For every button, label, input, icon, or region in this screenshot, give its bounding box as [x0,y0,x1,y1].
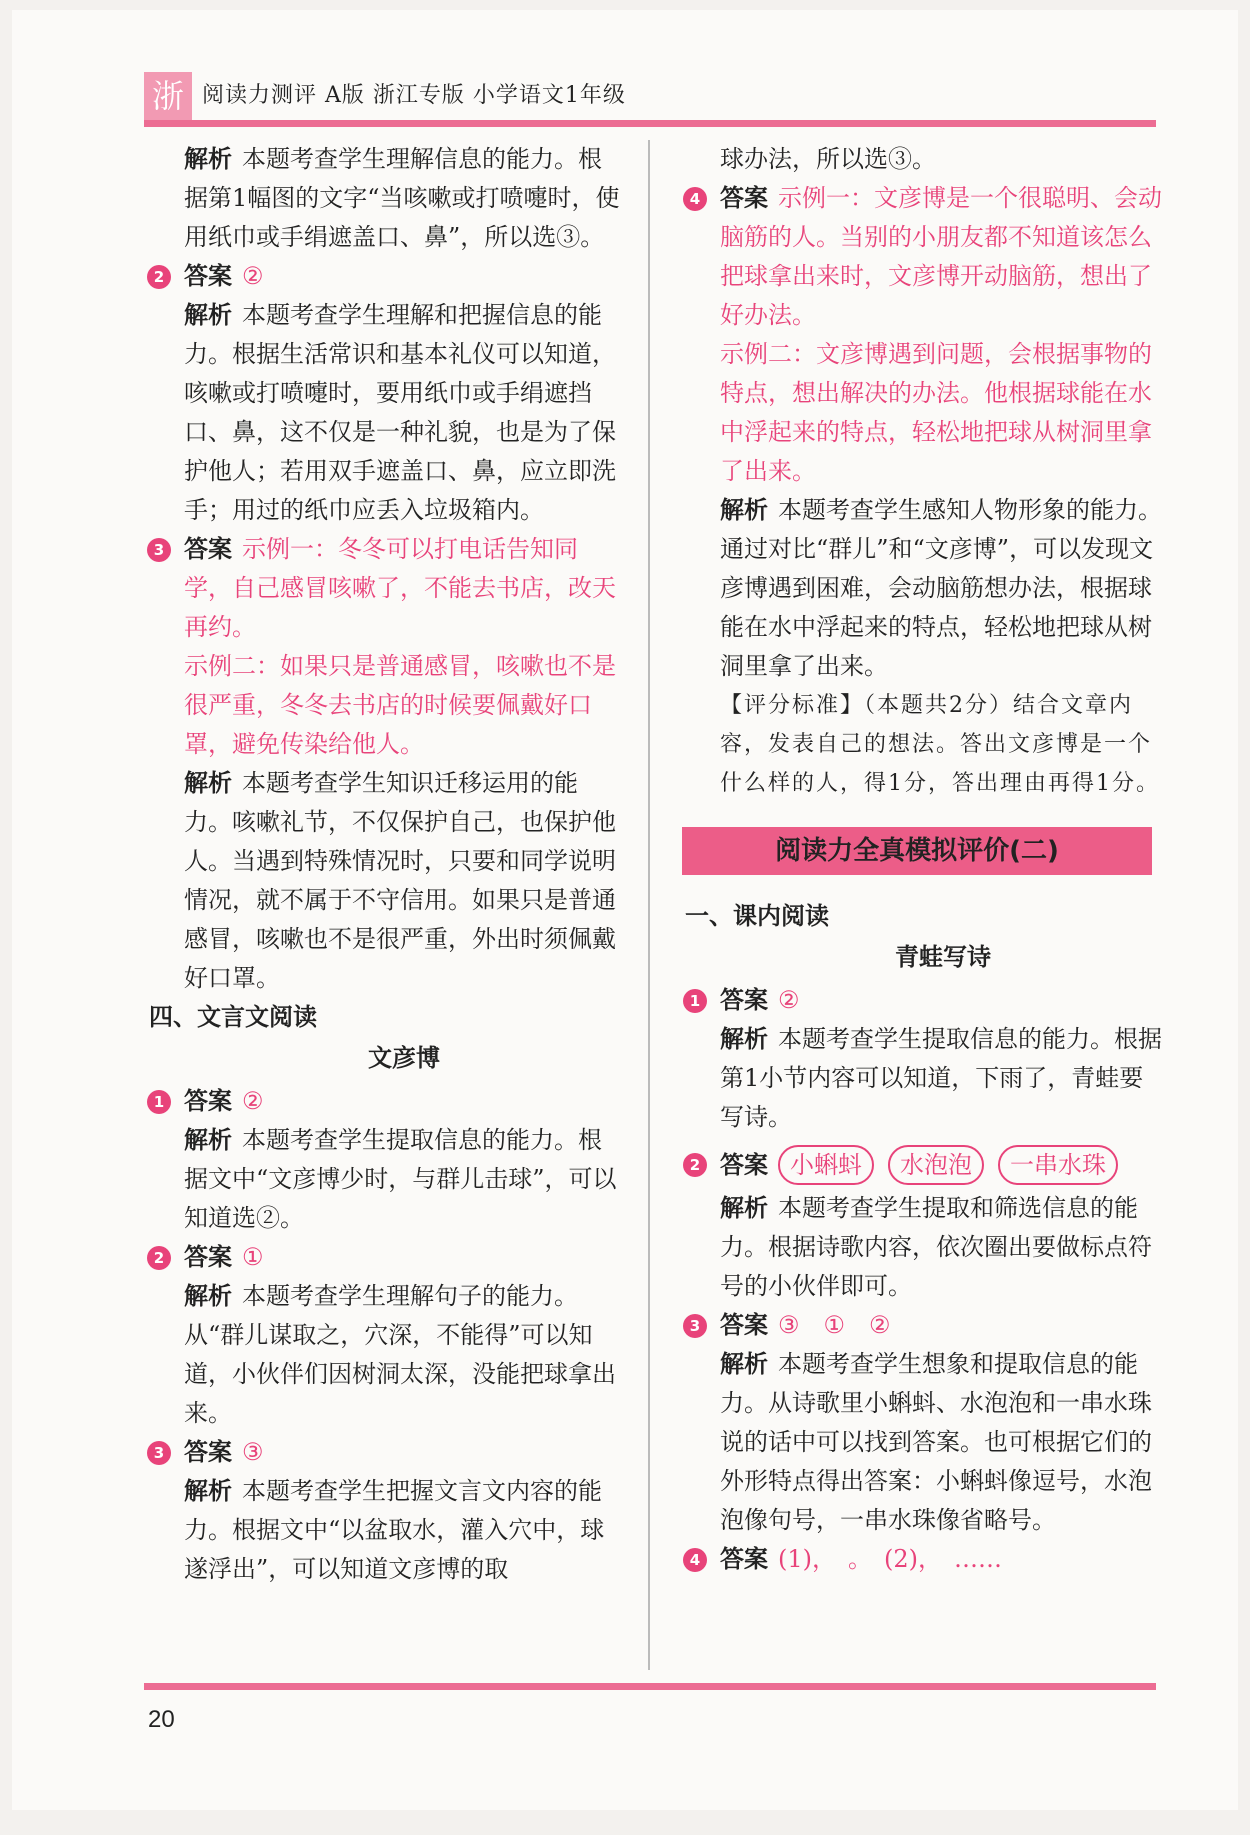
answer-label: 答案 [720,986,768,1014]
right-column [685,140,1166,1579]
answer-text-2: 示例二：文彦博遇到问题，会根据事物的特点，想出解决的办法。他根据球能在水中浮起来的特点，轻松地把球从树洞里拿了出来。 [720,340,1152,485]
answer-text: ③ [242,1438,264,1466]
analysis-label: 解析 [720,1025,768,1053]
circled-answer: 一串水珠 [998,1145,1118,1185]
answer-text-2: 示例二：如果只是普通感冒，咳嗽也不是很严重，冬冬去书店的时候要佩戴好口罩，避免传染给他人。 [184,652,616,758]
scoring-criteria: 【评分标准】（本题共2分）结合文章内容，发表自己的想法。答出文彦博是一个什么样的人，得1分，答出理由再得1分。 [720,693,1160,796]
analysis-text: 本题考查学生提取信息的能力。根据第1小节内容可以知道，下雨了，青蛙要写诗。 [720,1025,1162,1131]
section-banner: 阅读力全真模拟评价(二) [682,827,1152,875]
question-number: 1 [147,1090,171,1114]
continued-text: 球办法，所以选③。 [720,145,936,173]
answer-text: ③ ① ② [778,1311,891,1339]
analysis-label: 解析 [184,769,232,797]
analysis-label: 解析 [184,145,232,173]
answer-text: 示例一：冬冬可以打电话告知同学，自己感冒咳嗽了，不能去书店，改天再约。 [184,535,616,641]
analysis-text: 本题考查学生提取和筛选信息的能力。根据诗歌内容，依次圈出要做标点符号的小伙伴即可。 [720,1194,1152,1300]
question-number: 2 [147,1246,171,1270]
analysis-text: 本题考查学生理解和把握信息的能力。根据生活常识和基本礼仪可以知道，咳嗽或打喷嚏时，要用纸巾或手绢遮挡口、鼻，这不仅是一种礼貌，也是为了保护他人；若用双手遮盖口、鼻，应立即洗手；用过的纸巾应丢入垃圾箱内。 [184,301,616,524]
analysis-text: 本题考查学生想象和提取信息的能力。从诗歌里小蝌蚪、水泡泡和一串水珠说的话中可以找到答案。也可根据它们的外形特点得出答案：小蝌蚪像逗号，水泡泡像句号，一串水珠像省略号。 [720,1350,1152,1534]
qw-question-3 [689,1306,1166,1540]
passage-title: 文彦博 [368,1044,440,1072]
analysis-1 [184,140,624,257]
wyb-question-3 [153,1433,624,1589]
answer-label: 答案 [184,262,232,290]
question-number: 2 [683,1153,707,1177]
answer-label: 答案 [184,1438,232,1466]
wyb-question-4 [689,179,1166,803]
question-number: 4 [683,187,707,211]
page [12,10,1238,1810]
answer-label: 答案 [184,535,232,563]
header-title: 阅读力测评 A版 浙江专版 小学语文1年级 [202,83,626,108]
analysis-label: 解析 [720,1350,768,1378]
footer-rule [144,1683,1156,1690]
analysis-label: 解析 [184,1477,232,1505]
answer-text: 示例一：文彦博是一个很聪明、会动脑筋的人。当别的小朋友都不知道该怎么把球拿出来时，文彦博开动脑筋，想出了好办法。 [720,184,1162,329]
column-divider [648,140,650,1670]
wyb-question-2 [153,1238,624,1433]
province-badge: 浙 [144,72,192,120]
question-number: 2 [147,265,171,289]
analysis-text: 本题考查学生感知人物形象的能力。通过对比“群儿”和“文彦博”，可以发现文彦博遇到困难，会动脑筋想办法，根据球能在水中浮起来的特点，轻松地把球从树洞里拿了出来。 [720,496,1162,680]
section-heading: 一、课内阅读 [685,902,829,930]
left-column [149,140,624,1589]
answer-label: 答案 [720,1311,768,1339]
page-number: 20 [148,1706,175,1733]
question-number: 3 [147,538,171,562]
question-3 [153,530,624,998]
answer-text: ① [242,1243,264,1271]
question-number: 3 [147,1441,171,1465]
answer-label: 答案 [720,184,768,212]
qw-question-2 [689,1145,1166,1306]
analysis-text: 本题考查学生理解信息的能力。根据第1幅图的文字“当咳嗽或打喷嚏时，使用纸巾或手绢遮盖口、鼻”，所以选③。 [184,145,620,251]
analysis-text: 本题考查学生理解句子的能力。从“群儿谋取之，穴深，不能得”可以知道，小伙伴们因树洞太深，没能把球拿出来。 [184,1282,616,1427]
qw-question-1 [689,981,1166,1137]
answer-text: ② [242,262,264,290]
question-number: 4 [683,1548,707,1572]
section-heading: 四、文言文阅读 [149,1003,317,1031]
analysis-text: 本题考查学生把握文言文内容的能力。根据文中“以盆取水，灌入穴中，球遂浮出”，可以知道文彦博的取 [184,1477,605,1583]
analysis-label: 解析 [720,496,768,524]
page-header [12,66,1238,118]
header-rule [144,120,1156,127]
analysis-label: 解析 [184,1282,232,1310]
answer-label: 答案 [720,1545,768,1573]
answer-label: 答案 [184,1243,232,1271]
answer-text: ② [242,1087,264,1115]
answer-text: (1)， 。 (2)， …… [778,1545,1002,1573]
qw-question-4 [689,1540,1166,1579]
answer-label: 答案 [720,1151,768,1179]
wyb-question-1 [153,1082,624,1238]
passage-title: 青蛙写诗 [895,943,991,971]
circled-answer: 小蝌蚪 [778,1145,874,1185]
analysis-text: 本题考查学生知识迁移运用的能力。咳嗽礼节，不仅保护自己，也保护他人。当遇到特殊情况时，只要和同学说明情况，就不属于不守信用。如果只是普通感冒，咳嗽也不是很严重，外出时须佩戴好口罩。 [184,769,616,992]
circled-answer: 水泡泡 [888,1145,984,1185]
analysis-label: 解析 [184,301,232,329]
question-2 [153,257,624,530]
question-number: 1 [683,989,707,1013]
question-number: 3 [683,1314,707,1338]
analysis-text: 本题考查学生提取信息的能力。根据文中“文彦博少时，与群儿击球”，可以知道选②。 [184,1126,617,1232]
answer-label: 答案 [184,1087,232,1115]
answer-text: ② [778,986,800,1014]
analysis-label: 解析 [184,1126,232,1154]
analysis-label: 解析 [720,1194,768,1222]
